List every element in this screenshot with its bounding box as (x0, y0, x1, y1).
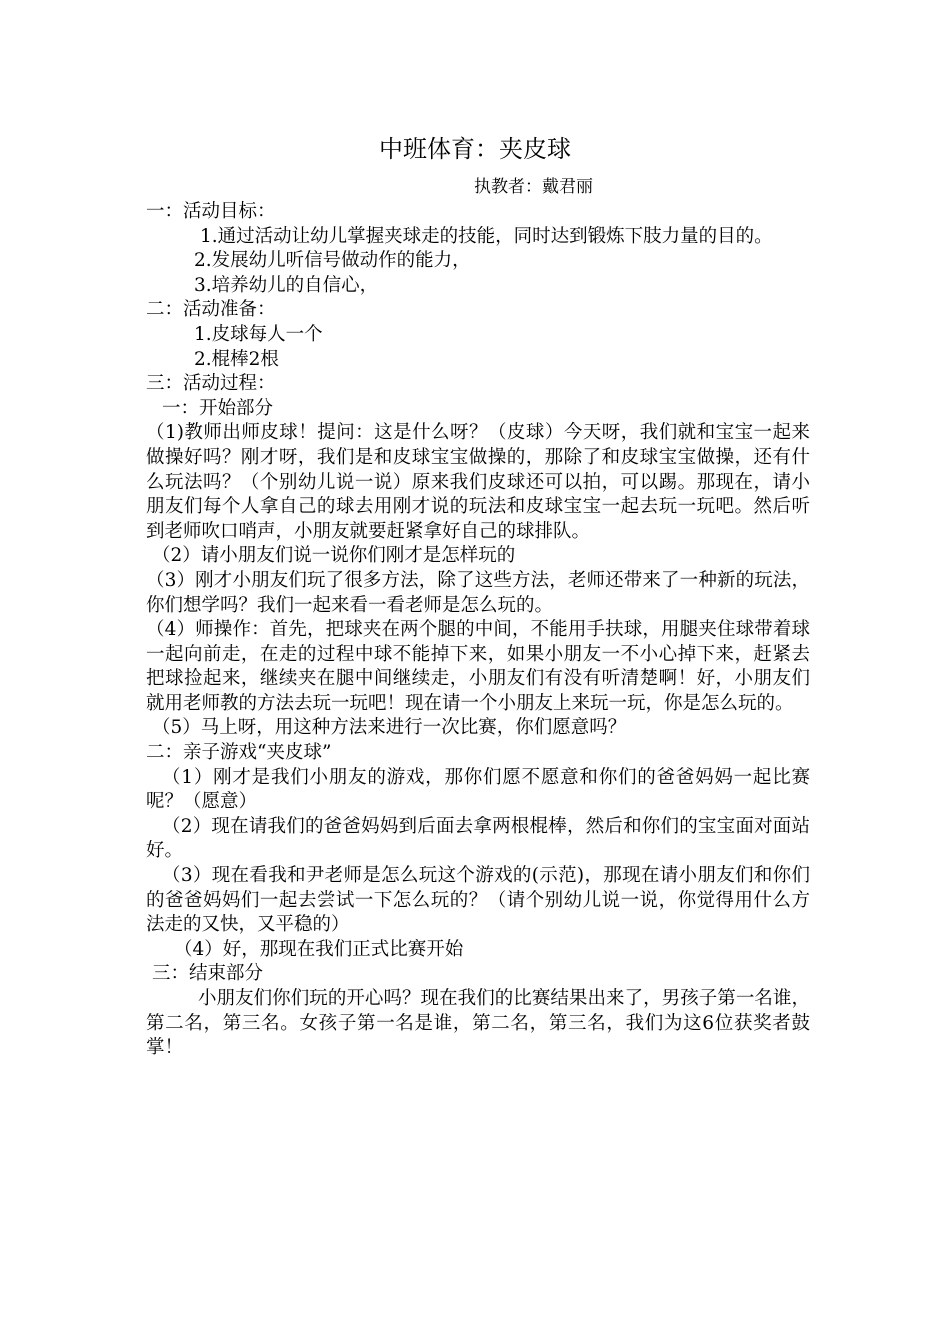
process-paragraph: （2）请小朋友们说一说你们刚才是怎样玩的 (152, 545, 516, 567)
process-paragraph: （4）师操作：首先，把球夹在两个腿的中间，不能用手扶球，用腿夹住球带着球一起向前走，在走的过程中球不能掉下来，如果小朋友一不小心掉下来，赶紧去把球捡起来，继续夹在腿中间继续走，小朋友们有没有听清楚啊！好，小朋友们就用老师教的方法去玩一玩吧！现在请一个小朋友上来玩一玩，你是怎么玩的。 (146, 619, 810, 714)
game-paragraph: （2）现在请我们的爸爸妈妈到后面去拿两根棍棒，然后和你们的宝宝面对面站好。 (146, 815, 810, 862)
preparation-item: 2.棍棒2根 (194, 348, 279, 370)
section-heading-process: 三：活动过程： (146, 373, 276, 395)
process-paragraph: （1)教师出师皮球！提问：这是什么呀？（皮球）今天呀，我们就和宝宝一起来做操好吗？刚才呀，我们是和皮球宝宝做操的，那除了和皮球宝宝做操，还有什么玩法吗？（个别幼儿说一说）原来我们皮球还可以拍，可以踢。那现在，请小朋友们每个人拿自己的球去用刚才说的玩法和皮球宝宝一起去玩一玩吧。然后听到老师吹口哨声，小朋友就要赶紧拿好自己的球排队。 (146, 422, 810, 542)
process-paragraph: （3）刚才小朋友们玩了很多方法，除了这些方法，老师还带来了一种新的玩法，你们想学吗？我们一起来看一看老师是怎么玩的。 (146, 569, 810, 616)
game-paragraph: （3）现在看我和尹老师是怎么玩这个游戏的(示范)，那现在请小朋友们和你们的爸爸妈妈们一起去尝试一下怎么玩的？（请个别幼儿说一说，你觉得用什么方法走的又快，又平稳的） (146, 865, 810, 936)
game-paragraph: （4）好，那现在我们正式比赛开始 (174, 938, 464, 960)
preparation-item: 1.皮球每人一个 (194, 323, 323, 345)
section-heading-preparation: 二：活动准备： (146, 299, 276, 321)
subsection-heading-parent-game: 二：亲子游戏“夹皮球” (146, 742, 332, 764)
section-heading-goals: 一：活动目标： (146, 201, 276, 222)
subsection-heading-ending: 三：结束部分 (152, 963, 264, 985)
subsection-heading-start: 一：开始部分 (162, 397, 274, 419)
goal-item: 3.培养幼儿的自信心， (194, 274, 379, 296)
author-line: 执教者：戴君丽 (474, 177, 593, 197)
goal-item: 2.发展幼儿听信号做动作的能力， (194, 250, 471, 272)
goal-item: 1.通过活动让幼儿掌握夹球走的技能，同时达到锻炼下肢力量的目的。 (200, 225, 773, 247)
document-title: 中班体育：夹皮球 (379, 135, 571, 163)
document-body (146, 200, 810, 1061)
game-paragraph: （1）刚才是我们小朋友的游戏，那你们愿不愿意和你们的爸爸妈妈一起比赛呢？（愿意） (146, 766, 810, 813)
ending-paragraph: 小朋友们你们玩的开心吗？现在我们的比赛结果出来了，男孩子第一名谁，第二名，第三名。女孩子第一名是谁，第二名，第三名，我们为这6位获奖者鼓掌！ (146, 988, 810, 1059)
process-paragraph: （5）马上呀，用这种方法来进行一次比赛，你们愿意吗？ (152, 717, 627, 739)
